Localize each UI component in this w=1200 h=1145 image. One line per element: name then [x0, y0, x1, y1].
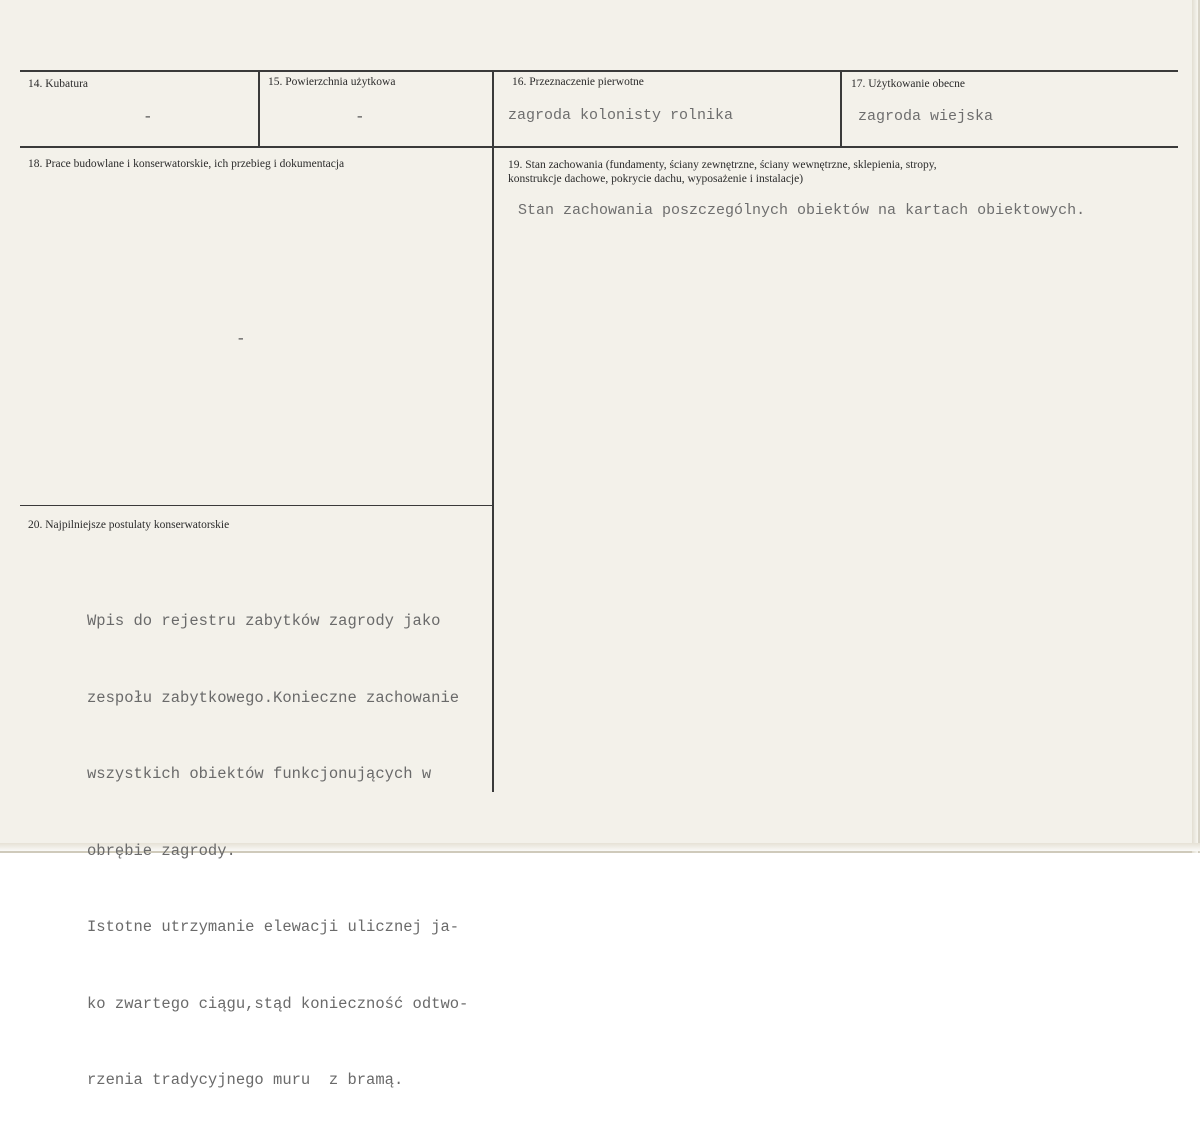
top-rule [20, 70, 1178, 72]
col-divider-3 [840, 70, 842, 146]
postulaty-line: Istotne utrzymanie elewacji ulicznej ja- [87, 918, 460, 936]
kubatura-value: - [143, 108, 153, 126]
row-divider-1 [20, 146, 1178, 148]
postulaty-text [87, 558, 468, 1145]
paper-edge-right [1192, 0, 1198, 853]
postulaty-line: ko zwartego ciągu,stąd konieczność odtwo- [87, 994, 469, 1013]
postulaty-line: obrębie zagrody. [87, 841, 236, 860]
kubatura-label: 14. Kubatura [28, 78, 89, 90]
powierzchnia-value: - [355, 108, 365, 126]
stan-label-line1: 19. Stan zachowania (fundamenty, ściany zewnętrzne, ściany wewnętrzne, sklepienia, stropy, [508, 159, 937, 171]
postulaty-line: rzenia tradycyjnego muru z bramą. [87, 1071, 404, 1089]
przeznaczenie-value: zagroda kolonisty rolnika [508, 107, 734, 124]
prace-value: - [236, 330, 246, 348]
powierzchnia-label: 15. Powierzchnia użytkowa [268, 76, 396, 88]
stan-label-line2: konstrukcje dachowe, pokrycie dachu, wyposażenie i instalacje) [508, 173, 804, 185]
row-divider-left [20, 505, 492, 506]
uzytkowanie-value: zagroda wiejska [858, 108, 994, 125]
prace-label: 18. Prace budowlane i konserwatorskie, ich przebieg i dokumentacja [28, 158, 345, 170]
uzytkowanie-label: 17. Użytkowanie obecne [851, 78, 966, 90]
postulaty-label: 20. Najpilniejsze postulaty konserwatorskie [28, 519, 230, 531]
col-divider-main [492, 70, 494, 792]
col-divider-1 [258, 70, 260, 146]
stan-value: Stan zachowania poszczególnych obiektów na kartach obiektowych. [518, 202, 1086, 219]
przeznaczenie-label: 16. Przeznaczenie pierwotne [512, 76, 644, 88]
postulaty-line: Wpis do rejestru zabytków zagrody jako [87, 612, 441, 630]
postulaty-line: zespołu zabytkowego.Konieczne zachowanie [87, 688, 460, 707]
postulaty-line: wszystkich obiektów funkcjonujących w [87, 765, 432, 783]
